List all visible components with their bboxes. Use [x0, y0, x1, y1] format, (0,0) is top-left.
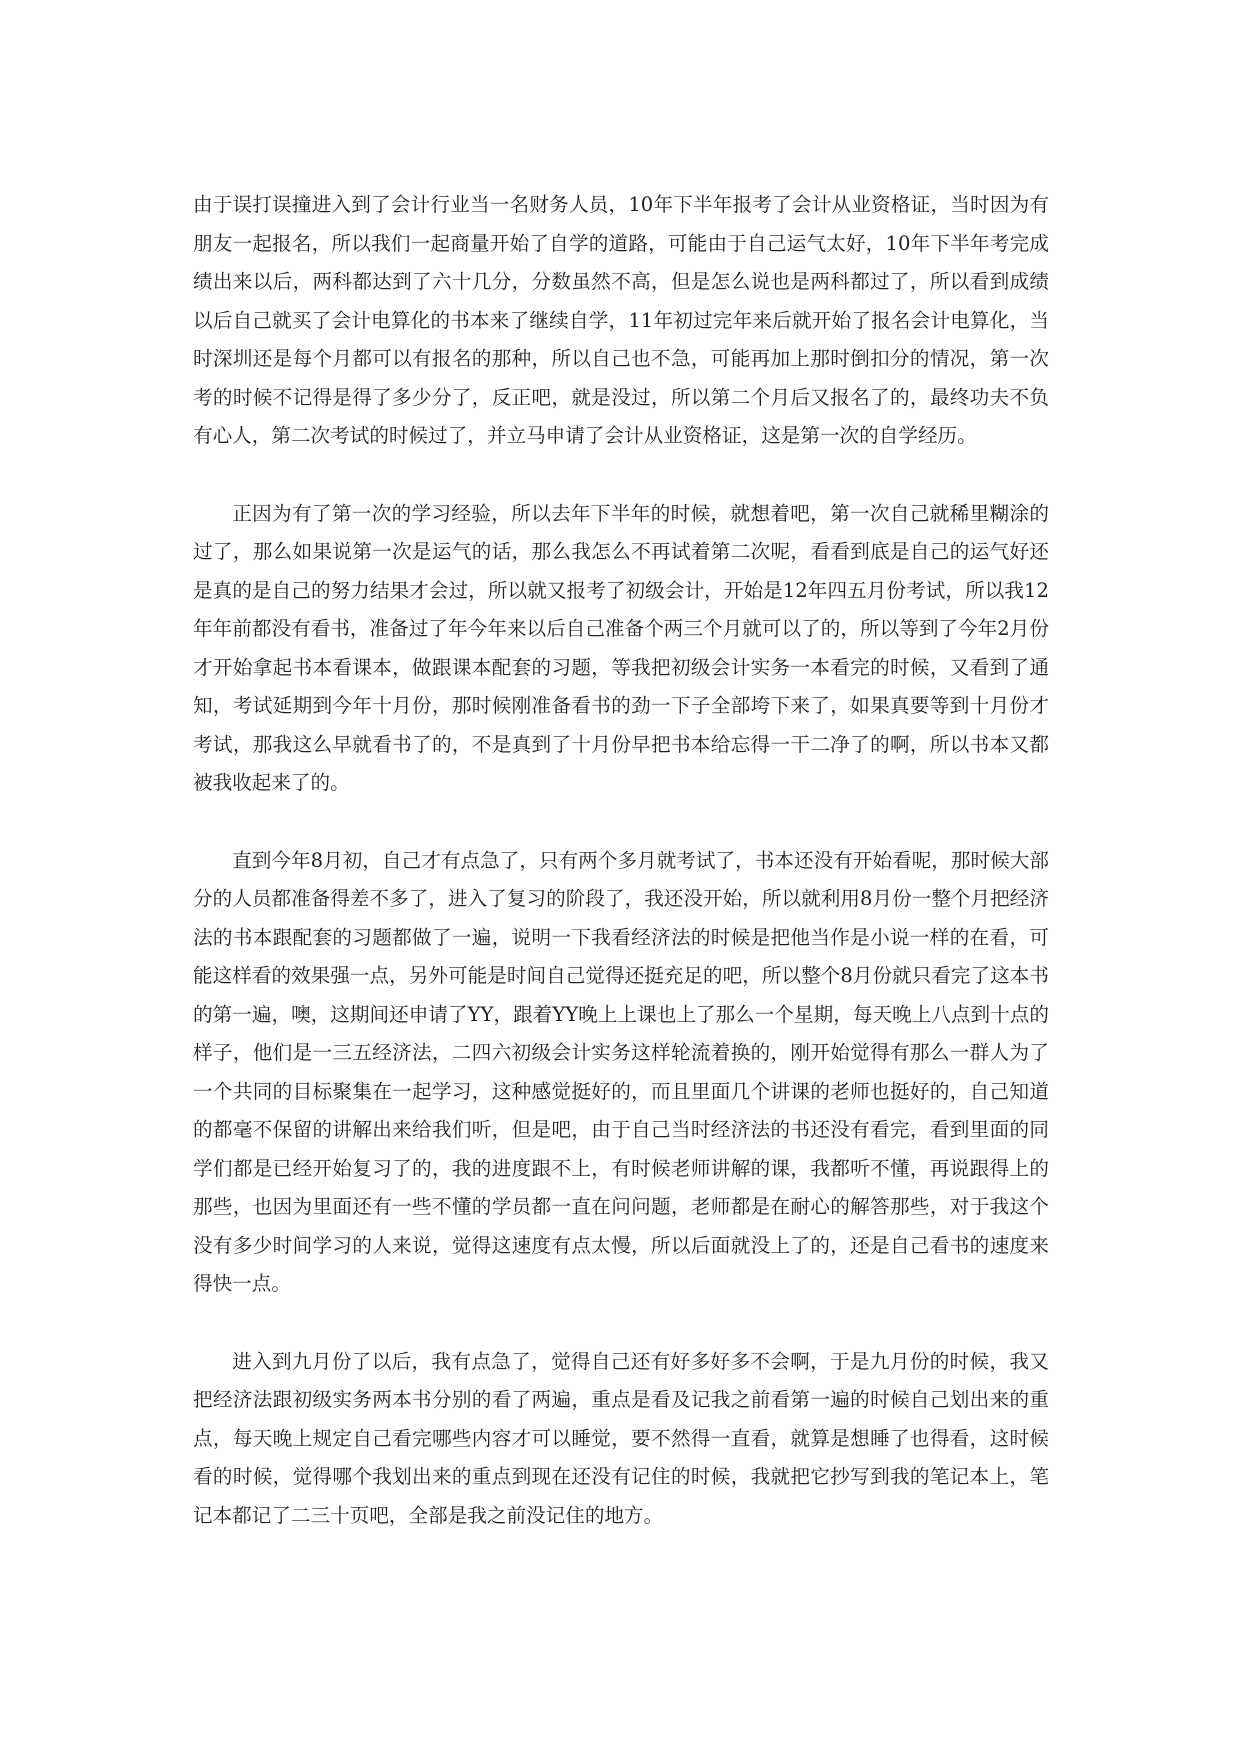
paragraph-2: 正因为有了第一次的学习经验，所以去年下半年的时候，就想着吧，第一次自己就稀里糊涂的过了，那么如果说第一次是运气的话，那么我怎么不再试着第二次呢，看看到底是自己的运气好还是真的是自己的努力结果才会过，所以就又报考了初级会计，开始是12年四五月份考试，所以我12年年前都没有看书，准备过了年今年来以后自己准备个两三个月就可以了的，所以等到了今年2月份才开始拿起书本看课本，做跟课本配套的习题，等我把初级会计实务一本看完的时候，又看到了通知，考试延期到今年十月份，那时候刚准备看书的劲一下子全部垮下来了，如果真要等到十月份才考试，那我这么早就看书了的，不是真到了十月份早把书本给忘得一干二净了的啊，所以书本又都被我收起来了的。 [193, 501, 1049, 794]
paragraph-4: 进入到九月份了以后，我有点急了，觉得自己还有好多好多不会啊，于是九月份的时候，我又把经济法跟初级实务两本书分别的看了两遍，重点是看及记我之前看第一遍的时候自己划出来的重点，每天晚上规定自己看完哪些内容才可以睡觉，要不然得一直看，就算是想睡了也得看，这时候看的时候，觉得哪个我划出来的重点到现在还没有记住的时候，我就把它抄写到我的笔记本上，笔记本都记了二三十页吧，全部是我之前没记住的地方。 [193, 1349, 1049, 1527]
paragraph-3: 直到今年8月初，自己才有点急了，只有两个多月就考试了，书本还没有开始看呢，那时候大部分的人员都准备得差不多了，进入了复习的阶段了，我还没开始，所以就利用8月份一整个月把经济法的书本跟配套的习题都做了一遍，说明一下我看经济法的时候是把他当作是小说一样的在看，可能这样看的效果强一点，另外可能是时间自己觉得还挺充足的吧，所以整个8月份就只看完了这本书的第一遍，噢，这期间还申请了YY，跟着YY晚上上课也上了那么一个星期，每天晚上八点到十点的样子，他们是一三五经济法，二四六初级会计实务这样轮流着换的，刚开始觉得有那么一群人为了一个共同的目标聚集在一起学习，这种感觉挺好的，而且里面几个讲课的老师也挺好的，自己知道的都毫不保留的讲解出来给我们听，但是吧，由于自己当时经济法的书还没有看完，看到里面的同学们都是已经开始复习了的，我的进度跟不上，有时候老师讲解的课，我都听不懂，再说跟得上的那些，也因为里面还有一些不懂的学员都一直在问问题，老师都是在耐心的解答那些，对于我这个没有多少时间学习的人来说，觉得这速度有点太慢，所以后面就没上了的，还是自己看书的速度来得快一点。 [193, 848, 1049, 1295]
document-body [193, 186, 1049, 1535]
paragraph-1: 由于误打误撞进入到了会计行业当一名财务人员，10年下半年报考了会计从业资格证，当时因为有朋友一起报名，所以我们一起商量开始了自学的道路，可能由于自己运气太好，10年下半年考完成绩出来以后，两科都达到了六十几分，分数虽然不高，但是怎么说也是两科都过了，所以看到成绩以后自己就买了会计电算化的书本来了继续自学，11年初过完年来后就开始了报名会计电算化，当时深圳还是每个月都可以有报名的那种，所以自己也不急，可能再加上那时倒扣分的情况，第一次考的时候不记得是得了多少分了，反正吧，就是没过，所以第二个月后又报名了的，最终功夫不负有心人，第二次考试的时候过了，并立马申请了会计从业资格证，这是第一次的自学经历。 [193, 193, 1049, 447]
